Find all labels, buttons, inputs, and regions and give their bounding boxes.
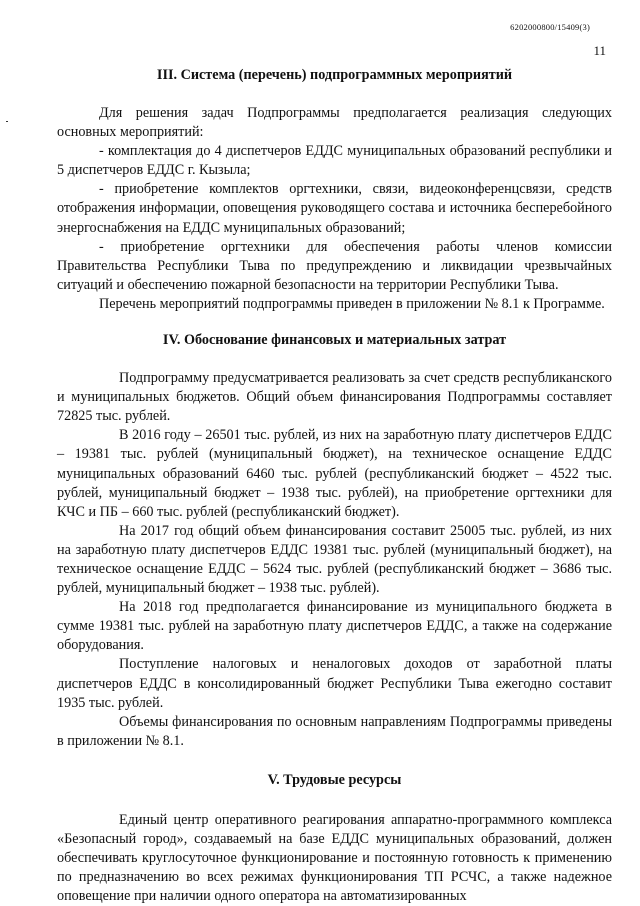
- paragraph: Поступление налоговых и неналоговых доходов от заработной платы диспетчеров ЕДДС в консолидированный бюджет Республики Тыва ежегодно составит 1935 тыс. рублей.: [57, 656, 612, 711]
- document-body: [57, 66, 612, 906]
- section-4: [57, 331, 612, 751]
- paragraph: Единый центр оперативного реагирования аппаратно-программного комплекса «Безопасный город», создаваемый на базе ЕДДС муниципальных образований, должен обеспечивать круглосуточное функционирование и постоянную готовность к применению по предназначению во всех режимах функционирования ТП РСЧС, а также надежное оповещение при наличии одного оператора на автоматизированных: [57, 811, 612, 905]
- section-5-title: V. Трудовые ресурсы: [267, 771, 402, 788]
- margin-mark: [6, 121, 8, 122]
- section-3: [57, 66, 612, 314]
- paragraph: На 2018 год предполагается финансирование из муниципального бюджета в сумме 19381 тыс. рублей на заработную плату диспетчеров ЕДДС, а также на содержание оборудования.: [57, 599, 612, 654]
- paragraph: Для решения задач Подпрограммы предполагается реализация следующих основных мероприятий:: [57, 105, 612, 141]
- paragraph: На 2017 год общий объем финансирования составит 25005 тыс. рублей, из них на заработную плату диспетчеров ЕДДС 19381 тыс. рублей (муниципальный бюджет), на техническое оснащение ЕДДС – 5624 тыс. рублей (республиканский бюджет – 3686 тыс. рублей, муниципальный бюджет – 1938 тыс. рублей).: [57, 522, 612, 597]
- paragraph: Подпрограмму предусматривается реализовать за счет средств республиканского и муниципальных бюджетов. Общий объем финансирования Подпрограммы составляет 72825 тыс. рублей.: [57, 370, 612, 425]
- paragraph: Объемы финансирования по основным направлениям Подпрограммы приведены в приложении № 8.1.: [57, 713, 612, 749]
- list-item: - приобретение оргтехники для обеспечения работы членов комиссии Правительства Республики Тыва по предупреждению и ликвидации чрезвычайных ситуаций и обеспечению пожарной безопасности на территории Республики Тыва.: [57, 238, 612, 293]
- page-number: 11: [593, 43, 606, 58]
- list-item: - комплектация до 4 диспетчеров ЕДДС муниципальных образований республики и 5 диспетчеров ЕДДС г. Кызыла;: [57, 143, 612, 179]
- paragraph: Перечень мероприятий подпрограммы приведен в приложении № 8.1 к Программе.: [99, 295, 605, 312]
- section-4-title: IV. Обоснование финансовых и материальных затрат: [162, 332, 507, 349]
- section-5: [57, 771, 612, 906]
- list-item: - приобретение комплектов оргтехники, связи, видеоконференцсвязи, средств отображения информации, оповещения руководящего состава и источника бесперебойного энергоснабжения на ЕДДС муниципальных образований;: [57, 181, 612, 236]
- paragraph: В 2016 году – 26501 тыс. рублей, из них на заработную плату диспетчеров ЕДДС – 19381 тыс. рублей (муниципальный бюджет), на техническое оснащение ЕДДС муниципальных образований 6460 тыс. рублей (республиканский бюджет – 4522 тыс. рублей, муниципальный бюджет – 1938 тыс. рублей), на приобретение оргтехники для КЧС и ПБ – 660 тыс. рублей (республиканский бюджет).: [57, 427, 612, 520]
- section-3-title: III. Система (перечень) подпрограммных мероприятий: [156, 67, 513, 83]
- document-id: 6202000800/15409(3): [510, 22, 590, 32]
